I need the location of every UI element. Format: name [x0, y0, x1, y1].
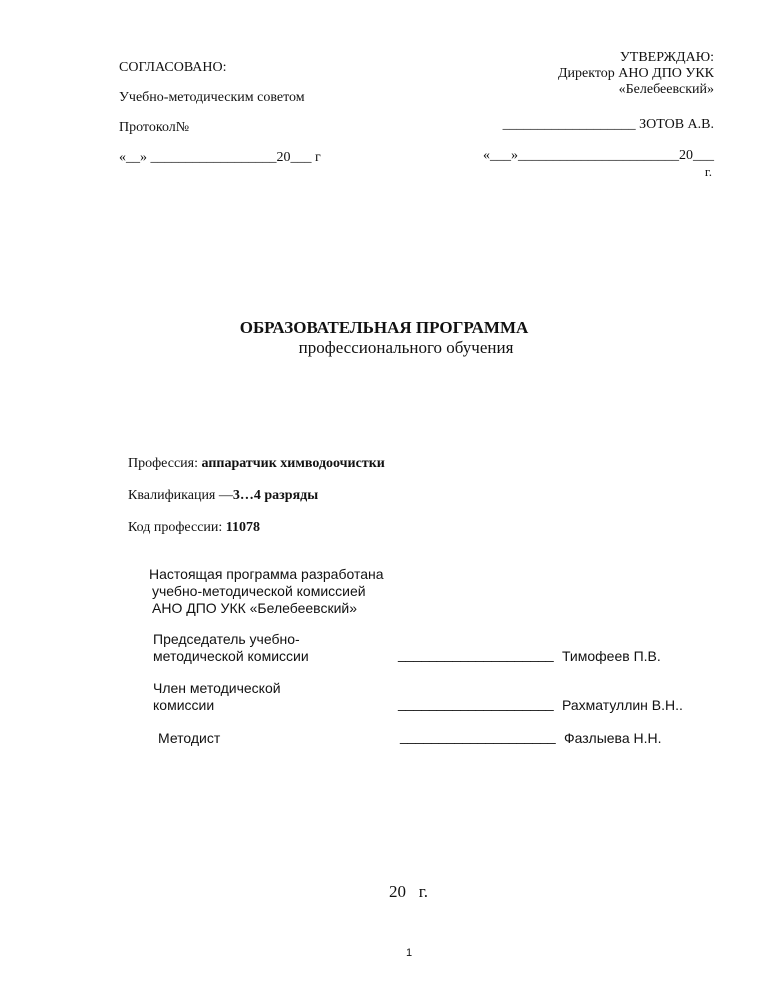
signatory-sign-line: ____________________: [398, 695, 554, 711]
code-line: [128, 520, 260, 536]
approval-council: Учебно-методическим советом: [119, 90, 305, 105]
page-number: 1: [406, 947, 413, 959]
approve-date-line: «___»_______________________20___: [483, 148, 714, 163]
approval-date-line: «__» __________________20___ г: [119, 150, 321, 165]
signatory-role-line2: методической комиссии: [153, 648, 309, 664]
signatory-name: Тимофеев П.В.: [562, 648, 661, 664]
signatory-sign-line: ____________________: [400, 728, 556, 744]
code-label: Код профессии:: [128, 520, 226, 535]
approval-heading: СОГЛАСОВАНО:: [119, 60, 227, 75]
approve-signature-line: ___________________ ЗОТОВ А.В.: [502, 117, 714, 132]
profession-label: Профессия:: [128, 456, 202, 471]
qualification-label: Квалификация —: [128, 488, 233, 503]
approve-year-suffix: г.: [704, 164, 712, 179]
signatory-name: Рахматуллин В.Н..: [562, 697, 683, 713]
signatory-role-line1: Методист: [158, 730, 221, 746]
approval-protocol: Протокол№: [119, 120, 190, 135]
document-title: ОБРАЗОВАТЕЛЬНАЯ ПРОГРАММА: [239, 318, 529, 337]
code-value: 11078: [225, 520, 261, 535]
approve-director: Директор АНО ДПО УКК: [558, 66, 714, 81]
document-subtitle: профессионального обучения: [298, 338, 514, 357]
profession-value: аппаратчик химводоочистки: [201, 456, 385, 471]
approve-heading: УТВЕРЖДАЮ:: [619, 50, 714, 65]
signatory-role-line1: Член методической: [153, 680, 281, 696]
developed-line-2: учебно-методической комиссией: [152, 583, 366, 599]
document-year: 20 г.: [389, 882, 429, 901]
signatory-name: Фазлыева Н.Н.: [564, 730, 662, 746]
qualification-value: 3…4 разряды: [232, 488, 319, 503]
developed-line-1: Настоящая программа разработана: [149, 566, 384, 582]
qualification-line: [128, 488, 318, 504]
developed-line-3: АНО ДПО УКК «Белебеевский»: [152, 600, 358, 616]
signatory-role-line2: комиссии: [153, 697, 215, 713]
signatory-role-line1: Председатель учебно-: [153, 631, 300, 647]
signatory-sign-line: ____________________: [398, 646, 554, 662]
approve-organization: «Белебеевский»: [618, 82, 714, 97]
profession-line: [128, 456, 385, 472]
